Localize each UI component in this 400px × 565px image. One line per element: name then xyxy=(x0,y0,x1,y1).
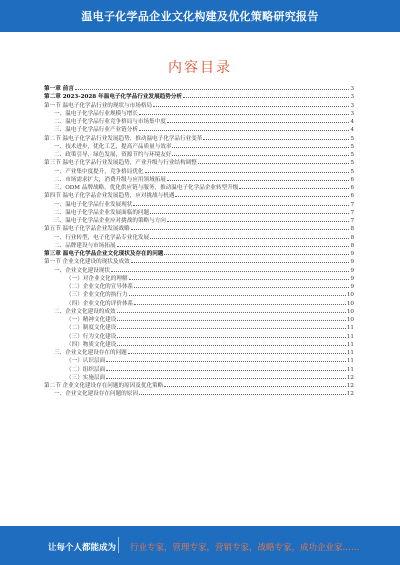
toc-page-number: 9 xyxy=(350,267,354,274)
toc-page-number: 10 xyxy=(346,292,354,299)
toc-page-number: 5 xyxy=(350,168,354,175)
document-title: 温电子化学品企业文化构建及优化策略研究报告 xyxy=(81,10,319,23)
toc-entry[interactable] xyxy=(44,381,354,389)
toc-leader-dots xyxy=(164,381,346,387)
toc-entry[interactable] xyxy=(44,233,354,241)
toc-entry[interactable] xyxy=(44,365,354,373)
toc-page-number: 10 xyxy=(346,308,354,315)
toc-entry-text: （一）对企业文化的理解 xyxy=(66,275,128,282)
toc-entry-text: 三、ODM 品牌战略，优化供应链与服务，推动温电子化学品企业转型升级 xyxy=(54,185,239,191)
toc-entry[interactable] xyxy=(44,200,354,208)
toc-leader-dots xyxy=(106,373,346,379)
toc-page-number: 8 xyxy=(350,242,354,249)
toc-leader-dots xyxy=(117,323,346,329)
toc-entry[interactable] xyxy=(44,175,354,183)
toc-entry-text: 第二节 企业文化建设存在问题的原因及优化策略 xyxy=(44,383,164,389)
toc-entry[interactable] xyxy=(44,241,354,249)
toc-page-number: 7 xyxy=(350,218,354,224)
toc-page-number: 9 xyxy=(350,251,354,257)
toc-leader-dots xyxy=(164,249,349,255)
toc-page-number: 9 xyxy=(350,275,354,282)
toc-entry[interactable] xyxy=(44,257,354,265)
toc-entry-text: （一）精神文化建设 xyxy=(66,317,117,323)
toc-page-number: 7 xyxy=(350,209,354,216)
footer-slogan: 让每个人都能成为 xyxy=(48,543,117,553)
toc-leader-dots xyxy=(75,84,349,90)
toc-leader-dots xyxy=(106,356,346,362)
toc-entry[interactable] xyxy=(44,274,354,282)
toc-leader-dots xyxy=(150,233,349,239)
toc-page-number: 6 xyxy=(350,185,354,191)
toc-entry[interactable] xyxy=(44,167,354,175)
toc-leader-dots xyxy=(117,241,349,247)
toc-entry-text: 三、温电子化学品企业应对挑战的策略与方向 xyxy=(54,218,166,224)
toc-entry[interactable] xyxy=(44,307,354,315)
toc-page-number: 5 xyxy=(350,143,354,150)
toc-page-number: 4 xyxy=(350,127,354,134)
toc-entry-text: 三、温电子化学品行业产业链分析 xyxy=(54,127,138,134)
toc-page-number: 10 xyxy=(346,300,354,307)
toc-entry-text: 一、企业文化建设现状 xyxy=(54,267,110,274)
toc-entry[interactable] xyxy=(44,134,354,142)
toc-page-number: 4 xyxy=(350,119,354,125)
toc-entry[interactable] xyxy=(44,266,354,274)
toc-entry[interactable] xyxy=(44,224,354,232)
toc-leader-dots xyxy=(131,224,349,230)
toc-leader-dots xyxy=(129,290,346,296)
toc-entry-text: 一、行业转型，电子化学品专业化发展 xyxy=(54,234,150,241)
toc-leader-dots xyxy=(172,142,349,148)
toc-leader-dots xyxy=(117,315,346,321)
toc-entry-text: 一、产业集中度提升，竞争格局优化 xyxy=(54,168,144,175)
toc-leader-dots xyxy=(145,167,349,173)
toc-page-number: 11 xyxy=(346,341,354,348)
toc-chapter-entry[interactable] xyxy=(44,249,354,257)
toc-page-number: 10 xyxy=(346,317,354,323)
toc-entry-text: 二、温电子化学品行业竞争格局与市场集中度 xyxy=(54,119,166,125)
toc-entry[interactable] xyxy=(44,183,354,191)
toc-page-number: 11 xyxy=(346,350,354,356)
toc-leader-dots xyxy=(117,307,346,313)
footer-tagline: 行业专家，管理专家，营销专家，战略专家，成功企业家…… xyxy=(130,543,360,553)
toc-entry-text: 第四节 温电子化学品企业发展趋势，应对挑战与机遇 xyxy=(44,193,175,200)
toc-leader-dots xyxy=(198,158,349,164)
toc-entry[interactable] xyxy=(44,142,354,150)
toc-entry-text: 二、企业文化建设的成效 xyxy=(54,308,116,315)
toc-entry-text: 二、政策引导，绿色发展，资源节约与环境友好 xyxy=(54,152,172,158)
toc-leader-dots xyxy=(117,340,346,346)
toc-chapter-entry[interactable] xyxy=(44,84,354,92)
toc-entry[interactable] xyxy=(44,101,354,109)
toc-entry-text: （二）企业文化的宣导体系 xyxy=(66,284,134,290)
toc-page-number: 12 xyxy=(346,374,354,381)
toc-entry-text: （三）企业文化的执行力 xyxy=(66,292,128,299)
toc-leader-dots xyxy=(134,299,346,305)
toc-entry-text: （三）实施层面 xyxy=(66,374,106,381)
toc-page-number: 5 xyxy=(350,135,354,142)
toc-entry-text: 第三节 温电子化学品行业发展趋势，产业升级与行业结构调整 xyxy=(44,160,197,167)
toc-page-number: 7 xyxy=(350,201,354,208)
toc-page-number: 11 xyxy=(346,333,354,340)
toc-entry-text: 第一节 企业文化建设的现状及成效 xyxy=(44,259,130,266)
toc-entry[interactable] xyxy=(44,208,354,216)
toc-entry-text: 一、企业文化建设存在问题的原因 xyxy=(54,391,138,398)
toc-leader-dots xyxy=(139,125,349,131)
toc-leader-dots xyxy=(183,92,349,98)
toc-entry[interactable] xyxy=(44,348,354,356)
toc-leader-dots xyxy=(172,150,349,156)
toc-leader-dots xyxy=(167,117,349,123)
toc-entry[interactable] xyxy=(44,389,354,397)
toc-entry-text: 第二章 2023-2028 年温电子化学品行业发展趋势分析 xyxy=(44,94,183,101)
toc-entry-text: 一、温电子化学品行业规模与增长 xyxy=(54,110,138,117)
toc-leader-dots xyxy=(167,216,349,222)
toc-entry[interactable] xyxy=(44,282,354,290)
toc-chapter-entry[interactable] xyxy=(44,92,354,100)
toc-leader-dots xyxy=(129,274,349,280)
toc-page-number: 9 xyxy=(350,259,354,266)
toc-page-number: 11 xyxy=(346,366,354,373)
toc-leader-dots xyxy=(134,282,349,288)
toc-page-number: 11 xyxy=(346,358,354,365)
toc-entry-text: 第五节 温电子化学品企业发展战略 xyxy=(44,226,130,233)
toc-leader-dots xyxy=(139,109,349,115)
toc-leader-dots xyxy=(175,191,349,197)
toc-entry[interactable] xyxy=(44,373,354,381)
header-banner xyxy=(0,0,400,32)
toc-page-number: 6 xyxy=(350,176,354,183)
toc-entry[interactable] xyxy=(44,332,354,340)
toc-entry[interactable] xyxy=(44,299,354,307)
toc-leader-dots xyxy=(150,208,349,214)
toc-leader-dots xyxy=(128,348,346,354)
toc-page-number: 9 xyxy=(350,284,354,290)
toc-entry-text: （二）制度文化建设 xyxy=(66,325,117,332)
toc-page-number: 3 xyxy=(350,102,354,109)
toc-entry-text: 三、企业文化建设存在的问题 xyxy=(54,350,127,356)
footer-banner xyxy=(0,526,400,565)
toc-entry[interactable] xyxy=(44,290,354,298)
toc-entry-text: （三）行为文化建设 xyxy=(66,333,117,340)
toc-leader-dots xyxy=(131,257,349,263)
toc-entry-text: 一、温电子化学品行业发展现状 xyxy=(54,201,133,208)
toc-entry-text: 第三章 温电子化学品企业文化现状及存在的问题 xyxy=(44,251,164,257)
toc-leader-dots xyxy=(167,175,349,181)
toc-leader-dots xyxy=(239,183,349,189)
toc-leader-dots xyxy=(153,101,349,107)
toc-entry[interactable] xyxy=(44,158,354,166)
toc-leader-dots xyxy=(139,389,346,395)
toc-entry[interactable] xyxy=(44,216,354,224)
table-of-contents xyxy=(44,84,354,398)
toc-entry-text: （二）组织层面 xyxy=(66,366,106,373)
toc-entry-text: 一、技术进步，优化工艺，提高产品质量与效率 xyxy=(54,143,172,150)
footer-divider xyxy=(118,537,119,553)
toc-page-number: 12 xyxy=(346,391,354,398)
toc-entry-text: （四）企业文化的评价体系 xyxy=(66,300,134,307)
toc-entry[interactable] xyxy=(44,109,354,117)
toc-entry-text: 二、市场需求扩大，消费升级与应用领域拓展 xyxy=(54,176,166,183)
toc-entry[interactable] xyxy=(44,117,354,125)
toc-entry-text: （一）认识层面 xyxy=(66,358,106,365)
toc-leader-dots xyxy=(117,332,346,338)
toc-entry[interactable] xyxy=(44,340,354,348)
toc-page-number: 8 xyxy=(350,226,354,233)
toc-page-number: 3 xyxy=(350,94,354,101)
toc-entry[interactable] xyxy=(44,191,354,199)
toc-leader-dots xyxy=(111,266,349,272)
toc-entry-text: （四）物质文化建设 xyxy=(66,341,117,348)
toc-page-number: 12 xyxy=(346,383,354,389)
toc-leader-dots xyxy=(106,365,346,371)
toc-entry-text: 第一章 前言 xyxy=(44,86,74,92)
toc-page-number: 3 xyxy=(350,110,354,117)
toc-entry[interactable] xyxy=(44,150,354,158)
toc-page-number: 5 xyxy=(350,160,354,167)
toc-entry-text: 二、温电子化学品企业发展面临的问题 xyxy=(54,209,150,216)
toc-leader-dots xyxy=(133,200,349,206)
toc-entry[interactable] xyxy=(44,125,354,133)
toc-page-number: 11 xyxy=(346,325,354,332)
toc-entry-text: 第二节 温电子化学品行业发展趋势，推动温电子化学品行业变革 xyxy=(44,135,203,142)
toc-entry[interactable] xyxy=(44,356,354,364)
toc-entry[interactable] xyxy=(44,323,354,331)
toc-page-number: 3 xyxy=(350,86,354,92)
toc-page-number: 8 xyxy=(350,234,354,241)
toc-heading: 内容目录 xyxy=(168,60,232,76)
toc-entry-text: 二、品牌建设与市场拓展 xyxy=(54,242,116,249)
toc-page-number: 5 xyxy=(350,152,354,158)
toc-entry[interactable] xyxy=(44,315,354,323)
toc-page-number: 6 xyxy=(350,193,354,200)
toc-entry-text: 第一节 温电子化学品行业的现状与市场格局 xyxy=(44,102,153,109)
toc-leader-dots xyxy=(203,134,349,140)
